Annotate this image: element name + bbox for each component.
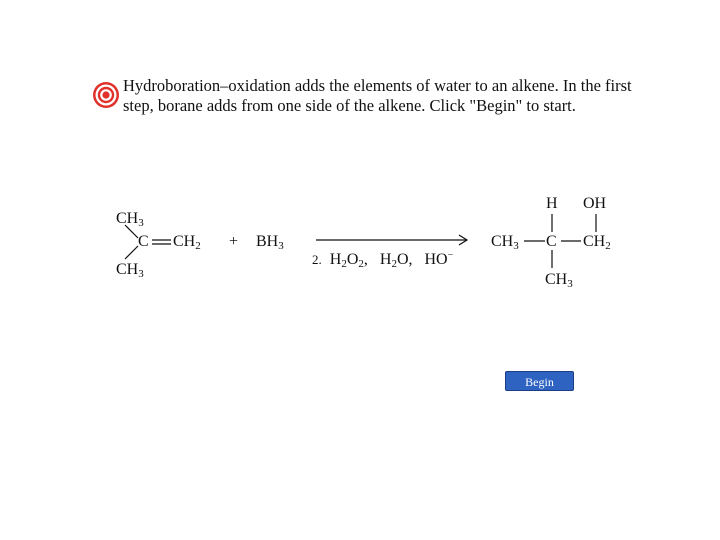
product-left-methyl: $CH_3$ [491,233,519,252]
reactant-methylene: $CH_2$ [173,233,201,252]
reaction-conditions: 2. $H_2O_2$, $H_2O$, HO− [312,250,454,270]
begin-button[interactable]: Begin [505,371,574,391]
product-hydroxyl: OH [583,195,607,212]
plus-sign: + [229,233,239,250]
reactant-alkene-carbon: C [138,233,149,250]
target-icon [92,81,120,109]
reactant-bottom-methyl: $CH_3$ [116,261,144,280]
product-center-carbon: C [546,233,557,250]
product-hydrogen: H [546,195,558,212]
instructions-text: Hydroboration–oxidation adds the elements of water to an alkene. In the first step, borane adds from one side of the alkene. Click "Begin" to start. [123,76,632,115]
bond-bottom-methyl [125,246,138,259]
reaction-arrowhead [459,235,467,245]
reagent-borane: $BH_3$ [256,233,284,252]
product-right-group: $CH_2$ [583,233,611,252]
reactant-top-methyl: $CH_3$ [116,210,144,229]
product-bottom-methyl: $CH_3$ [545,271,573,290]
